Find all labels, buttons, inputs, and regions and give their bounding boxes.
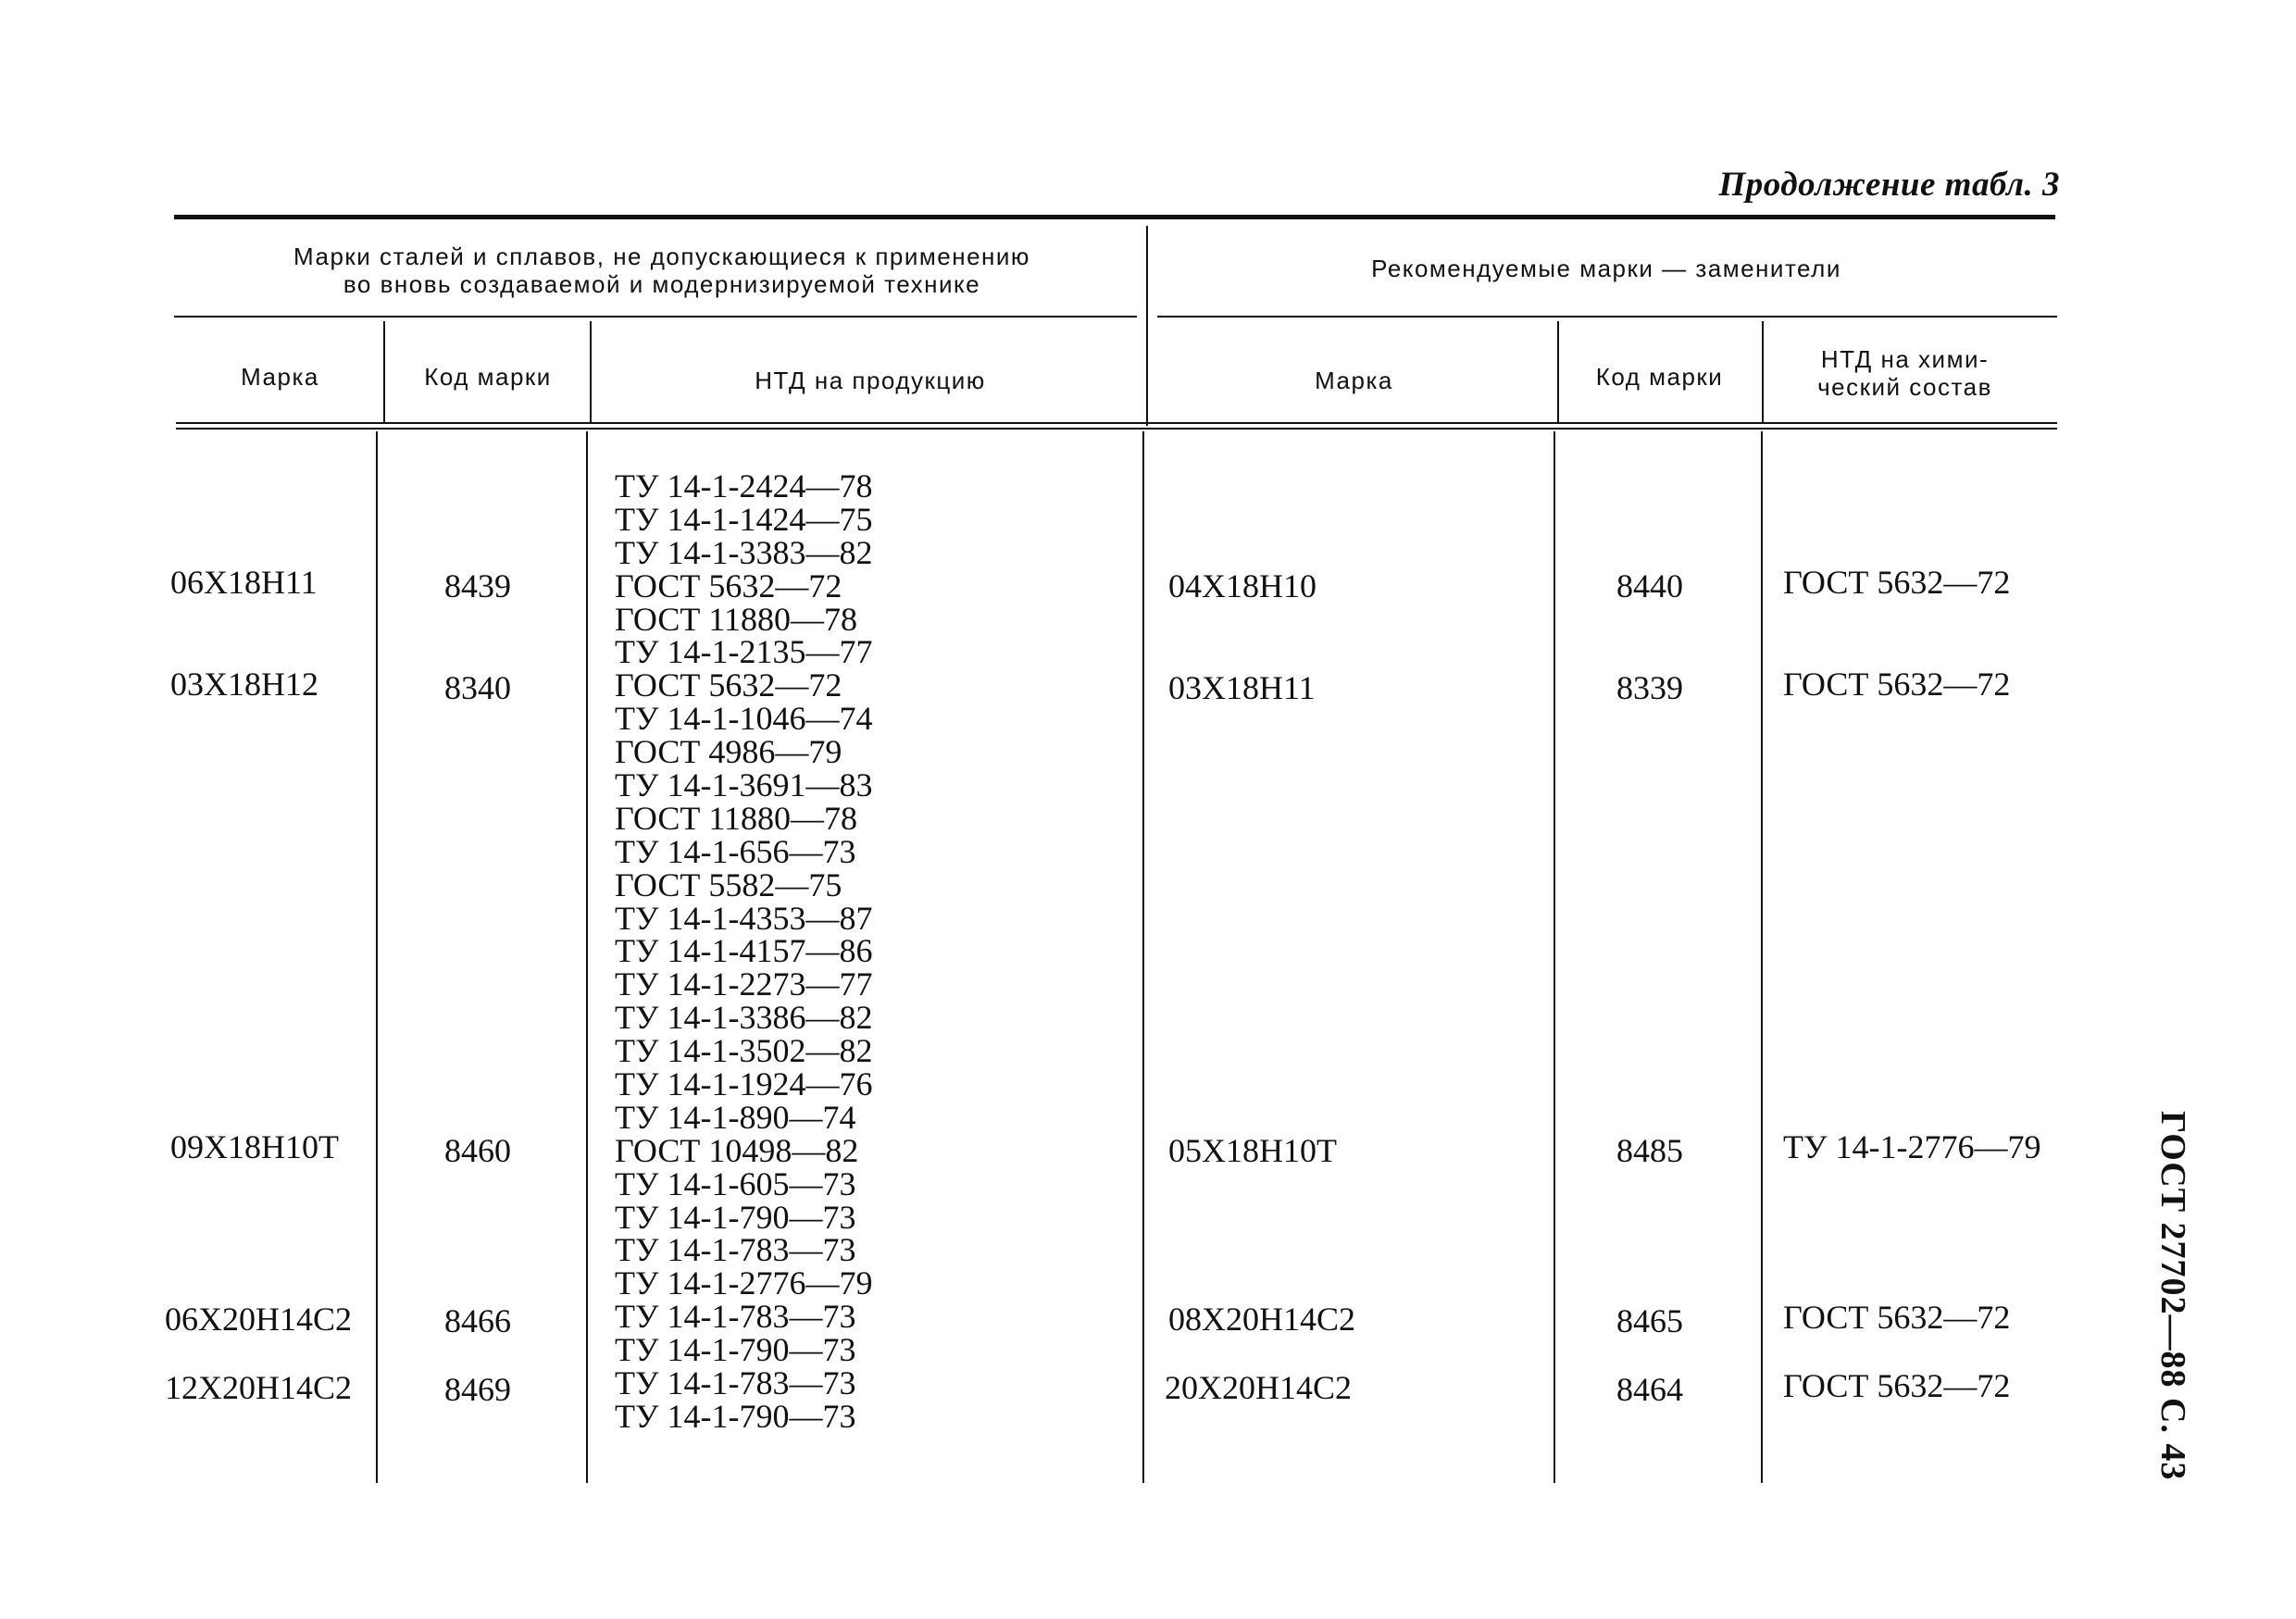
cell-recommended-marka: 20Х20Н14С2 xyxy=(1165,1369,1353,1406)
cell-recommended-kod: 8339 xyxy=(1616,669,1683,706)
list-item: ТУ 14-1-1046—74 xyxy=(615,700,873,738)
header-col-kod-recommended: Код марки xyxy=(1595,363,1724,391)
divider-header-1 xyxy=(383,321,385,423)
divider-group xyxy=(1146,226,1148,426)
cell-kod: 8340 xyxy=(444,669,511,706)
cell-kod: 8439 xyxy=(444,567,511,604)
cell-marka: 06Х18Н11 xyxy=(170,564,318,601)
cell-recommended-marka: 03Х18Н11 xyxy=(1168,669,1316,706)
list-item: ТУ 14-1-1424—75 xyxy=(615,500,873,538)
header-double-rule-a xyxy=(176,422,2057,424)
cell-marka: 12Х20Н14С2 xyxy=(165,1369,353,1406)
list-item: ТУ 14-1-790—73 xyxy=(615,1331,856,1369)
cell-recommended-kod: 8465 xyxy=(1616,1302,1683,1339)
cell-recommended-ntd: ГОСТ 5632—72 xyxy=(1783,1299,2011,1336)
header-col-marka-recommended: Марка xyxy=(1315,367,1393,394)
list-item: ГОСТ 11880—78 xyxy=(615,600,858,638)
cell-recommended-ntd: ГОСТ 5632—72 xyxy=(1783,666,2011,703)
list-item: ГОСТ 4986—79 xyxy=(615,733,842,771)
header-col-ntd-chemical xyxy=(1764,345,2046,401)
header-group-left-line2: во вновь создаваемой и модернизируемой технике xyxy=(343,270,981,298)
header-col-kod: Код марки xyxy=(424,363,552,391)
list-item: ТУ 14-1-605—73 xyxy=(615,1164,856,1202)
divider-body-3 xyxy=(1142,431,1144,1483)
list-item: ТУ 14-1-890—74 xyxy=(615,1098,856,1136)
list-item: ТУ 14-1-4353—87 xyxy=(615,899,873,937)
header-group-rule-right xyxy=(1157,316,2057,318)
cell-recommended-marka: 05Х18Н10Т xyxy=(1168,1132,1337,1169)
cell-marka: 03Х18Н12 xyxy=(170,666,318,703)
header-group-rule-left xyxy=(174,316,1137,318)
divider-header-2 xyxy=(590,321,592,423)
table-top-rule xyxy=(174,215,2055,219)
header-group-right: Рекомендуемые марки — заменители xyxy=(1371,255,1841,282)
list-item: ТУ 14-1-3502—82 xyxy=(615,1032,873,1070)
cell-kod: 8466 xyxy=(444,1302,511,1339)
header-col-marka: Марка xyxy=(241,363,319,391)
list-item: ТУ 14-1-1924—76 xyxy=(615,1065,873,1103)
header-col-ntd-production: НТД на продукцию xyxy=(755,367,986,394)
list-item: ТУ 14-1-3383—82 xyxy=(615,533,873,571)
cell-recommended-ntd: ТУ 14-1-2776—79 xyxy=(1783,1128,2041,1165)
ntd-production-list xyxy=(615,467,873,1435)
header-group-left-line1: Марки сталей и сплавов, не допускающиеся к применению xyxy=(293,243,1030,270)
cell-kod: 8460 xyxy=(444,1132,511,1169)
list-item: ТУ 14-1-783—73 xyxy=(615,1231,856,1269)
header-col-ntd-chemical-line2: ческий состав xyxy=(1817,373,1992,401)
cell-recommended-kod: 8464 xyxy=(1616,1371,1683,1408)
list-item: ТУ 14-1-3386—82 xyxy=(615,999,873,1037)
cell-marka: 09Х18Н10Т xyxy=(170,1128,339,1165)
list-item: ТУ 14-1-790—73 xyxy=(615,1198,856,1236)
side-page-label: ГОСТ 27702—88 С. 43 xyxy=(2153,1111,2192,1481)
list-item: ГОСТ 11880—78 xyxy=(615,799,858,837)
list-item: ТУ 14-1-3691—83 xyxy=(615,766,873,804)
cell-recommended-ntd: ГОСТ 5632—72 xyxy=(1783,564,2011,601)
header-double-rule-b xyxy=(176,428,2057,430)
divider-body-5 xyxy=(1761,431,1763,1483)
table-caption: Продолжение табл. 3 xyxy=(1718,166,2060,204)
divider-body-1 xyxy=(376,431,378,1483)
list-item: ТУ 14-1-2424—78 xyxy=(615,467,873,504)
list-item: ГОСТ 10498—82 xyxy=(615,1131,859,1169)
list-item: ТУ 14-1-783—73 xyxy=(615,1364,856,1402)
list-item: ТУ 14-1-783—73 xyxy=(615,1298,856,1336)
cell-recommended-kod: 8485 xyxy=(1616,1132,1683,1169)
list-item: ТУ 14-1-2135—77 xyxy=(615,633,873,671)
header-col-ntd-chemical-line1: НТД на хими- xyxy=(1820,345,1990,373)
list-item: ТУ 14-1-2273—77 xyxy=(615,965,873,1003)
list-item: ТУ 14-1-656—73 xyxy=(615,832,856,870)
cell-marka: 06Х20Н14С2 xyxy=(165,1301,353,1338)
cell-recommended-ntd: ГОСТ 5632—72 xyxy=(1783,1367,2011,1404)
divider-header-4 xyxy=(1762,321,1764,423)
list-item: ГОСТ 5632—72 xyxy=(615,567,842,604)
cell-recommended-marka: 08Х20Н14С2 xyxy=(1168,1301,1356,1338)
cell-recommended-marka: 04Х18Н10 xyxy=(1168,567,1316,604)
list-item: ГОСТ 5582—75 xyxy=(615,866,842,903)
cell-kod: 8469 xyxy=(444,1371,511,1408)
list-item: ТУ 14-1-4157—86 xyxy=(615,932,873,970)
header-group-left xyxy=(176,243,1148,298)
divider-body-2 xyxy=(586,431,588,1483)
list-item: ТУ 14-1-2776—79 xyxy=(615,1264,873,1302)
cell-recommended-kod: 8440 xyxy=(1616,567,1683,604)
divider-header-3 xyxy=(1557,321,1559,423)
divider-body-4 xyxy=(1554,431,1555,1483)
list-item: ТУ 14-1-790—73 xyxy=(615,1397,856,1435)
list-item: ГОСТ 5632—72 xyxy=(615,666,842,704)
